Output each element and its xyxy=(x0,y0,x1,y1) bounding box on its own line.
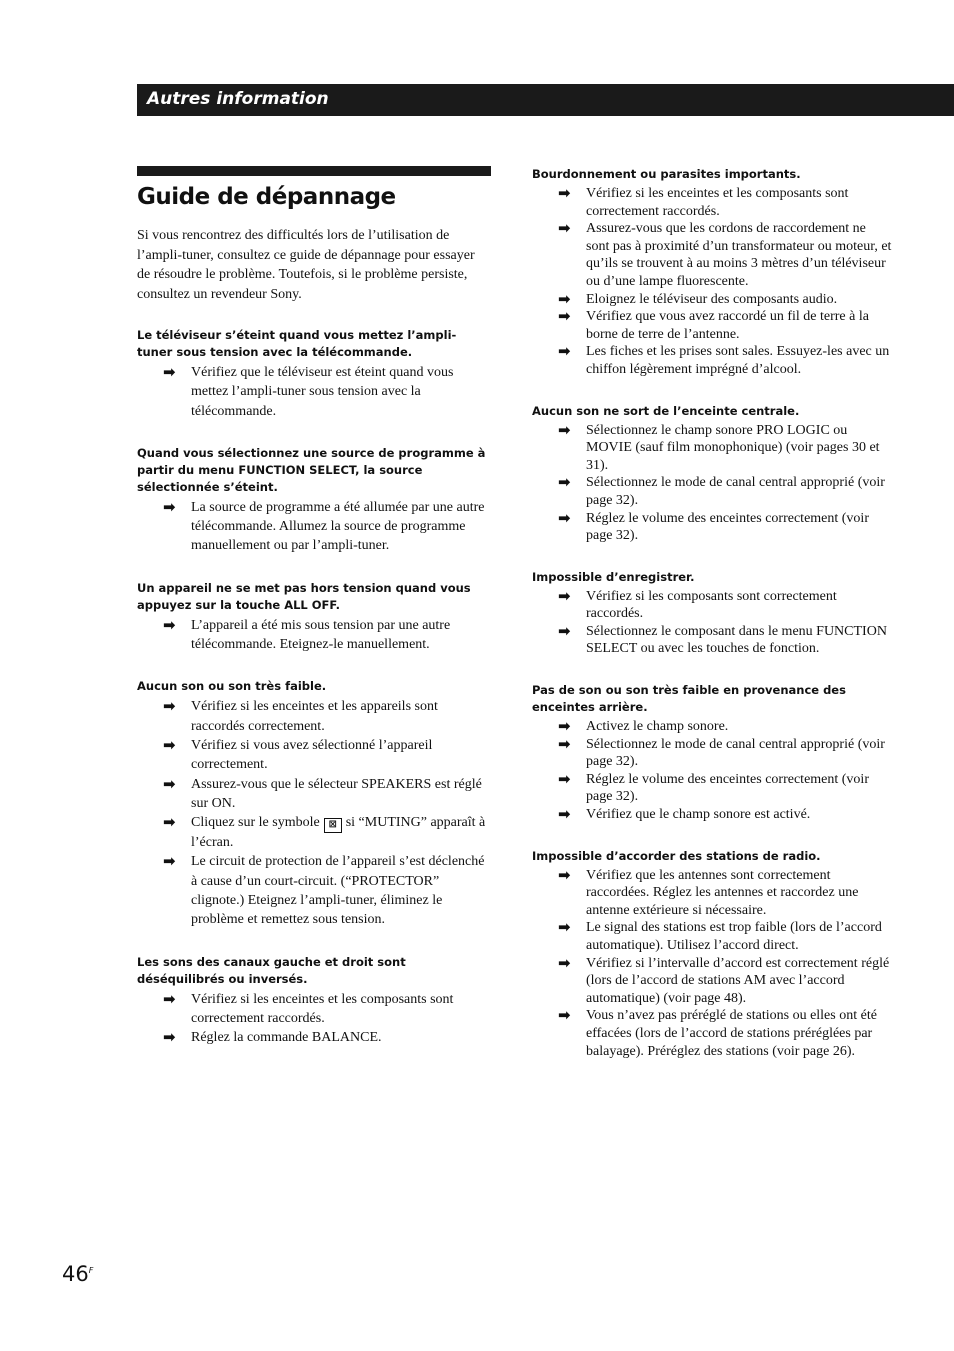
arrow-icon: ➡ xyxy=(163,989,176,1008)
list-item: ➡ Réglez le volume des enceintes correctement (voir page 32). xyxy=(558,508,869,544)
list-item: ➡ Sélectionnez le mode de canal central approprié (voir page 32). xyxy=(558,473,885,508)
page-title: Guide de dépannage xyxy=(137,184,396,210)
left-column xyxy=(137,166,491,1072)
troubleshoot-section xyxy=(137,327,491,421)
arrow-icon: ➡ xyxy=(558,473,571,492)
troubleshoot-section xyxy=(137,580,491,655)
arrow-icon: ➡ xyxy=(163,363,176,381)
arrow-icon: ➡ xyxy=(163,697,176,716)
arrow-icon: ➡ xyxy=(163,1028,176,1047)
arrow-icon: ➡ xyxy=(558,865,571,884)
arrow-icon: ➡ xyxy=(558,420,571,439)
page-suffix: F xyxy=(88,1266,94,1275)
list-item: ➡ Réglez le volume des enceintes correctement (voir page 32). xyxy=(558,769,869,805)
intro-paragraph: Si vous rencontrez des difficultés lors de l’utilisation de l’ampli-tuner, consultez ce guide de dépannage pour essayer de résoudre le problème. Toutefois, si le problème persiste, consultez un revendeur Sony. xyxy=(137,228,475,302)
arrow-icon: ➡ xyxy=(558,621,571,640)
list-item: ➡ Sélectionnez le mode de canal central approprié (voir page 32). xyxy=(558,734,885,770)
section-heading: Impossible d’enregistrer. xyxy=(532,569,695,584)
arrow-icon: ➡ xyxy=(163,735,176,754)
troubleshoot-section xyxy=(532,403,892,545)
arrow-icon: ➡ xyxy=(558,508,571,527)
arrow-icon: ➡ xyxy=(558,953,571,972)
list-item: ➡ Vérifiez si les composants sont correctement raccordés. xyxy=(558,586,837,622)
section-heading: Pas de son ou son très faible en provenance des enceintes arrière. xyxy=(532,683,846,715)
list-item: ➡ Les fiches et les prises sont sales. Essuyez-les avec un chiffon légèrement imprégné d’alcool. xyxy=(558,342,890,377)
troubleshoot-section xyxy=(137,954,491,1048)
list-item: ➡ Activez le champ sonore. xyxy=(558,717,729,736)
list-item: ➡ Vérifiez si les enceintes et les composants sont correctement raccordés. xyxy=(163,989,454,1026)
list-item: ➡ Vérifiez si les enceintes et les composants sont correctement raccordés. xyxy=(558,184,849,219)
list-item: ➡ Vérifiez si l’intervalle d’accord est correctement réglé (lors de l’accord de stations AM avec l’accord automatique) (voir page 48). xyxy=(558,953,890,1006)
arrow-icon: ➡ xyxy=(558,342,571,361)
list-item: ➡ Vérifiez que les antennes sont correctement raccordées. Réglez les antennes et raccordez une antenne extérieure si nécessaire. xyxy=(558,865,859,918)
list-item: ➡ Vérifiez que le téléviseur est éteint quand vous mettez l’ampli-tuner sous tension avec la télécommande. xyxy=(163,363,454,419)
arrow-icon: ➡ xyxy=(163,813,176,832)
arrow-icon: ➡ xyxy=(558,918,571,937)
list-item: ➡ Sélectionnez le composant dans le menu FUNCTION SELECT ou avec les touches de fonction. xyxy=(558,621,887,657)
list-item: ➡ Vérifiez que le champ sonore est activé. xyxy=(558,805,811,824)
list-item: ➡ Assurez-vous que les cordons de raccordement ne sont pas à proximité d’un transformateur ou moteur, et qu’ils se trouvent à au moins 3 mètres d’un téléviseur ou d’une lampe fluorescente. xyxy=(558,219,892,289)
arrow-icon: ➡ xyxy=(558,184,571,202)
section-heading: Aucun son ou son très faible. xyxy=(137,679,327,694)
right-column xyxy=(532,166,892,1084)
arrow-icon: ➡ xyxy=(558,769,571,788)
troubleshoot-section xyxy=(532,848,892,1061)
arrow-icon: ➡ xyxy=(558,289,571,308)
section-heading: Un appareil ne se met pas hors tension quand vous appuyez sur la touche ALL OFF. xyxy=(137,580,471,612)
arrow-icon: ➡ xyxy=(163,615,176,634)
section-heading: Le téléviseur s’éteint quand vous mettez l’ampli-tuner sous tension avec la télécommande. xyxy=(137,328,457,359)
arrow-icon: ➡ xyxy=(558,805,571,824)
list-item: ➡ Le circuit de protection de l’appareil s’est déclenché à cause d’un court-circuit. (“PROTECTOR” clignote.) Eteignez l’ampli-tuner, éliminez le problème et remettez sous tension. xyxy=(163,852,485,928)
list-item: ➡ Sélectionnez le champ sonore PRO LOGIC ou MOVIE (sauf film monophonique) (voir pages 30 et 31). xyxy=(558,420,880,473)
arrow-icon: ➡ xyxy=(558,734,571,753)
list-item: ➡ Le signal des stations est trop faible (lors de l’accord automatique). Utilisez l’accord direct. xyxy=(558,918,882,953)
section-heading: Bourdonnement ou parasites importants. xyxy=(532,167,801,181)
list-item: ➡ Réglez la commande BALANCE. xyxy=(163,1028,382,1047)
arrow-icon: ➡ xyxy=(558,586,571,605)
page-number: $46^F$ xyxy=(62,1262,94,1286)
arrow-icon: ➡ xyxy=(163,497,176,516)
section-header-title: Autres information xyxy=(147,89,329,109)
list-item: ➡ Vérifiez que vous avez raccordé un fil de terre à la borne de terre de l’antenne. xyxy=(558,307,869,342)
title-rule xyxy=(137,166,491,176)
arrow-icon: ➡ xyxy=(558,1006,571,1025)
list-item: ➡ Cliquez sur le symbole ⊠ si “MUTING” apparaît à l’écran. xyxy=(163,813,486,851)
arrow-icon: ➡ xyxy=(558,717,571,736)
arrow-icon: ➡ xyxy=(163,852,176,871)
section-heading: Impossible d’accorder des stations de radio. xyxy=(532,848,821,863)
arrow-icon: ➡ xyxy=(558,219,571,238)
arrow-icon: ➡ xyxy=(163,774,176,793)
list-item: ➡ Vérifiez si les enceintes et les appareils sont raccordés correctement. xyxy=(163,697,438,734)
troubleshoot-section xyxy=(137,678,491,929)
arrow-icon: ➡ xyxy=(558,307,571,326)
list-item: ➡ Vous n’avez pas préréglé de stations ou elles ont été effacées (lors de l’accord de stations préréglées par balayage). Préréglez des stations (voir page 26). xyxy=(558,1006,877,1059)
section-heading: Aucun son ne sort de l’enceinte centrale. xyxy=(532,403,800,418)
troubleshoot-section xyxy=(532,166,892,379)
section-heading: Les sons des canaux gauche et droit sont déséquilibrés ou inversés. xyxy=(137,954,406,986)
list-item: ➡ L’appareil a été mis sous tension par une autre télécommande. Eteignez-le manuellement. xyxy=(163,615,451,653)
list-item: ➡ Eloignez le téléviseur des composants audio. xyxy=(558,289,838,308)
list-item: ➡ La source de programme a été allumée par une autre télécommande. Allumez la source de programme manuellement ou par l’ampli-tuner. xyxy=(163,497,485,554)
section-heading: Quand vous sélectionnez une source de programme à partir du menu FUNCTION SELECT, la source sélectionnée s’éteint. xyxy=(137,445,486,494)
section-header-bar xyxy=(137,84,954,116)
troubleshoot-section xyxy=(532,682,892,824)
troubleshoot-section xyxy=(532,569,892,658)
list-item: ➡ Assurez-vous que le sélecteur SPEAKERS est réglé sur ON. xyxy=(163,774,482,811)
troubleshoot-section xyxy=(137,445,491,556)
mute-icon: ⊠ xyxy=(324,818,342,833)
list-item: ➡ Vérifiez si vous avez sélectionné l’appareil correctement. xyxy=(163,735,433,773)
